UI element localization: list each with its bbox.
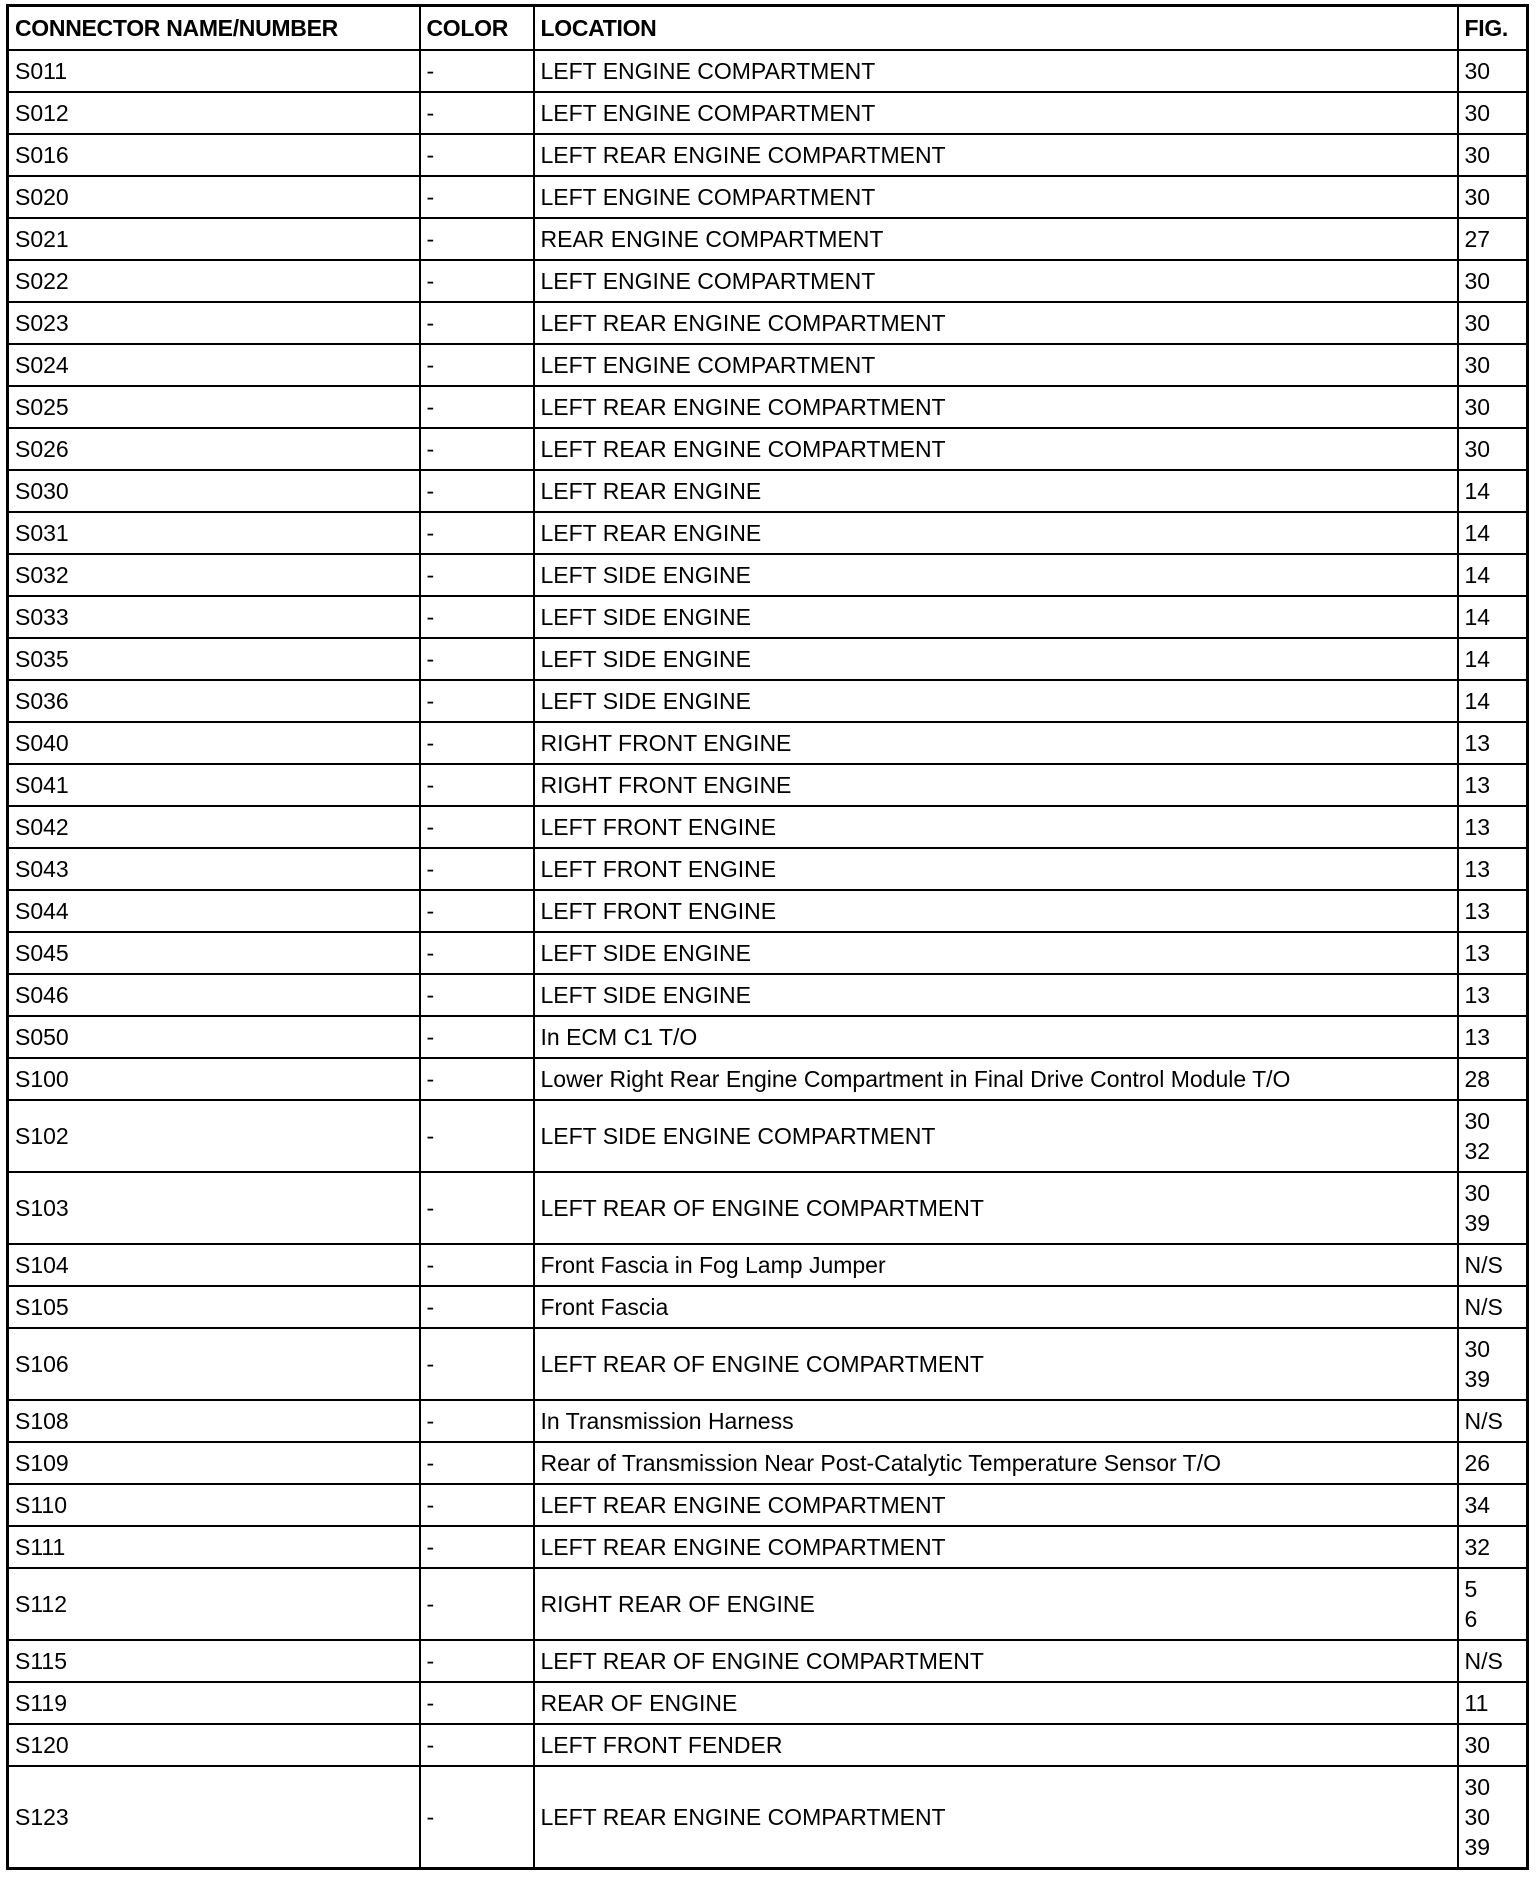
fig-cell [1458,1442,1528,1484]
table-row [8,386,1528,428]
connector-name-cell: S105 [8,1286,420,1328]
fig-cell [1458,1100,1528,1172]
fig-value: 13 [1464,772,1491,798]
location-cell: LEFT SIDE ENGINE [534,932,1458,974]
color-cell: - [420,260,534,302]
fig-cell [1458,134,1528,176]
header-row [8,6,1528,51]
color-cell: - [420,512,534,554]
location-cell: LEFT REAR ENGINE [534,470,1458,512]
fig-cell [1458,1286,1528,1328]
table-row [8,890,1528,932]
table-row [8,176,1528,218]
color-cell: - [420,50,534,92]
connector-name-cell: S036 [8,680,420,722]
color-cell: - [420,1058,534,1100]
fig-cell [1458,554,1528,596]
table-row [8,1328,1528,1400]
color-cell: - [420,302,534,344]
color-cell: - [420,1568,534,1640]
table-row [8,1286,1528,1328]
color-cell: - [420,764,534,806]
fig-value: 13 [1464,1024,1491,1050]
fig-cell [1458,1058,1528,1100]
fig-cell [1458,1568,1528,1640]
table-row [8,1568,1528,1640]
fig-value: 32 [1464,1534,1491,1560]
table-row [8,1016,1528,1058]
fig-value: 30 [1464,268,1491,294]
color-cell: - [420,596,534,638]
location-cell: Lower Right Rear Engine Compartment in Final Drive Control Module T/O [534,1058,1458,1100]
connector-name-cell: S110 [8,1484,420,1526]
color-cell: - [420,1484,534,1526]
table-row [8,50,1528,92]
fig-cell [1458,1724,1528,1766]
connector-name-cell: S115 [8,1640,420,1682]
connector-name-cell: S031 [8,512,420,554]
fig-value: 13 [1464,856,1491,882]
color-cell: - [420,1766,534,1869]
fig-value: 13 [1464,898,1491,924]
fig-value: 30 [1464,142,1491,168]
location-cell: LEFT ENGINE COMPARTMENT [534,176,1458,218]
location-cell: LEFT REAR ENGINE COMPARTMENT [534,428,1458,470]
fig-cell [1458,722,1528,764]
location-cell: LEFT FRONT ENGINE [534,806,1458,848]
location-cell: Rear of Transmission Near Post-Catalytic Temperature Sensor T/O [534,1442,1458,1484]
fig-cell [1458,218,1528,260]
fig-cell [1458,1682,1528,1724]
location-cell: LEFT SIDE ENGINE [534,554,1458,596]
fig-cell [1458,932,1528,974]
fig-cell [1458,470,1528,512]
fig-value: 34 [1464,1492,1491,1518]
fig-value: 14 [1464,520,1491,546]
color-cell: - [420,92,534,134]
color-cell: - [420,680,534,722]
fig-value: 30 [1464,1804,1491,1830]
table-row [8,428,1528,470]
table-row [8,260,1528,302]
connector-name-cell: S021 [8,218,420,260]
connector-name-cell: S106 [8,1328,420,1400]
connector-name-cell: S026 [8,428,420,470]
connector-name-cell: S112 [8,1568,420,1640]
connector-name-cell: S045 [8,932,420,974]
table-row [8,1766,1528,1869]
fig-value: 5 [1464,1576,1478,1602]
table-row [8,302,1528,344]
color-cell: - [420,1640,534,1682]
connector-name-cell: S123 [8,1766,420,1869]
location-cell: RIGHT REAR OF ENGINE [534,1568,1458,1640]
header-fig: FIG. [1458,6,1528,51]
color-cell: - [420,1172,534,1244]
connector-table-document [6,4,1526,1870]
color-cell: - [420,974,534,1016]
color-cell: - [420,1100,534,1172]
connector-name-cell: S102 [8,1100,420,1172]
color-cell: - [420,848,534,890]
location-cell: Front Fascia [534,1286,1458,1328]
location-cell: LEFT ENGINE COMPARTMENT [534,344,1458,386]
fig-cell [1458,1016,1528,1058]
fig-value: 30 [1464,1732,1491,1758]
fig-cell [1458,344,1528,386]
fig-value: 28 [1464,1066,1491,1092]
fig-cell [1458,512,1528,554]
location-cell: REAR OF ENGINE [534,1682,1458,1724]
fig-cell [1458,428,1528,470]
location-cell: LEFT REAR ENGINE COMPARTMENT [534,302,1458,344]
fig-cell [1458,890,1528,932]
location-cell: Front Fascia in Fog Lamp Jumper [534,1244,1458,1286]
fig-value: 14 [1464,478,1491,504]
fig-value: 13 [1464,982,1491,1008]
fig-cell [1458,638,1528,680]
color-cell: - [420,176,534,218]
color-cell: - [420,1682,534,1724]
connector-name-cell: S044 [8,890,420,932]
fig-value: 13 [1464,940,1491,966]
header-connector-name: CONNECTOR NAME/NUMBER [8,6,420,51]
location-cell: LEFT FRONT ENGINE [534,890,1458,932]
fig-cell [1458,302,1528,344]
location-cell: LEFT SIDE ENGINE [534,596,1458,638]
table-row [8,638,1528,680]
fig-value: 30 [1464,1336,1491,1362]
fig-cell [1458,176,1528,218]
connector-table [6,4,1529,1870]
fig-cell [1458,1244,1528,1286]
connector-name-cell: S103 [8,1172,420,1244]
table-row [8,1400,1528,1442]
connector-name-cell: S041 [8,764,420,806]
fig-value: 13 [1464,730,1491,756]
table-row [8,680,1528,722]
color-cell: - [420,932,534,974]
fig-value: 30 [1464,394,1491,420]
fig-value: 14 [1464,604,1491,630]
fig-value: 13 [1464,814,1491,840]
table-row [8,554,1528,596]
table-row [8,974,1528,1016]
fig-value: N/S [1464,1252,1503,1278]
table-row [8,848,1528,890]
fig-cell [1458,1766,1528,1869]
table-row [8,1682,1528,1724]
table-row [8,1640,1528,1682]
table-row [8,806,1528,848]
connector-name-cell: S042 [8,806,420,848]
fig-cell [1458,260,1528,302]
fig-value: 14 [1464,646,1491,672]
table-row [8,1244,1528,1286]
table-row [8,134,1528,176]
fig-value: 30 [1464,310,1491,336]
fig-cell [1458,974,1528,1016]
color-cell: - [420,890,534,932]
header-location: LOCATION [534,6,1458,51]
fig-value: 39 [1464,1210,1491,1236]
location-cell: LEFT REAR ENGINE [534,512,1458,554]
location-cell: LEFT SIDE ENGINE [534,638,1458,680]
fig-value: 30 [1464,100,1491,126]
color-cell: - [420,1016,534,1058]
fig-cell [1458,92,1528,134]
fig-value: 30 [1464,436,1491,462]
connector-name-cell: S032 [8,554,420,596]
table-row [8,344,1528,386]
location-cell: LEFT REAR OF ENGINE COMPARTMENT [534,1640,1458,1682]
fig-cell [1458,1526,1528,1568]
location-cell: LEFT ENGINE COMPARTMENT [534,92,1458,134]
fig-value: 30 [1464,1774,1491,1800]
table-row [8,932,1528,974]
connector-name-cell: S040 [8,722,420,764]
connector-name-cell: S025 [8,386,420,428]
table-row [8,1526,1528,1568]
fig-value: 30 [1464,184,1491,210]
connector-name-cell: S016 [8,134,420,176]
connector-name-cell: S100 [8,1058,420,1100]
location-cell: LEFT REAR ENGINE COMPARTMENT [534,386,1458,428]
location-cell: In ECM C1 T/O [534,1016,1458,1058]
color-cell: - [420,1526,534,1568]
fig-cell [1458,764,1528,806]
connector-name-cell: S104 [8,1244,420,1286]
location-cell: LEFT REAR ENGINE COMPARTMENT [534,1526,1458,1568]
location-cell: LEFT ENGINE COMPARTMENT [534,50,1458,92]
fig-cell [1458,596,1528,638]
connector-name-cell: S012 [8,92,420,134]
color-cell: - [420,806,534,848]
fig-value: 14 [1464,688,1491,714]
table-row [8,1100,1528,1172]
table-row [8,1442,1528,1484]
fig-value: 39 [1464,1366,1491,1392]
color-cell: - [420,554,534,596]
connector-name-cell: S111 [8,1526,420,1568]
color-cell: - [420,428,534,470]
color-cell: - [420,470,534,512]
location-cell: LEFT SIDE ENGINE [534,974,1458,1016]
fig-cell [1458,1640,1528,1682]
connector-name-cell: S046 [8,974,420,1016]
fig-value: 30 [1464,58,1491,84]
connector-name-cell: S120 [8,1724,420,1766]
color-cell: - [420,1286,534,1328]
fig-value: 30 [1464,352,1491,378]
table-row [8,92,1528,134]
color-cell: - [420,386,534,428]
location-cell: LEFT REAR ENGINE COMPARTMENT [534,134,1458,176]
table-row [8,1172,1528,1244]
fig-value: 39 [1464,1834,1491,1860]
connector-name-cell: S011 [8,50,420,92]
connector-name-cell: S108 [8,1400,420,1442]
fig-value: 11 [1464,1690,1489,1716]
connector-name-cell: S035 [8,638,420,680]
fig-cell [1458,386,1528,428]
location-cell: LEFT REAR ENGINE COMPARTMENT [534,1484,1458,1526]
connector-name-cell: S043 [8,848,420,890]
fig-value: 26 [1464,1450,1491,1476]
fig-value: 6 [1464,1606,1478,1632]
fig-cell [1458,50,1528,92]
location-cell: REAR ENGINE COMPARTMENT [534,218,1458,260]
color-cell: - [420,722,534,764]
fig-value: 14 [1464,562,1491,588]
color-cell: - [420,1244,534,1286]
fig-value: N/S [1464,1648,1503,1674]
fig-cell [1458,1172,1528,1244]
table-row [8,470,1528,512]
color-cell: - [420,134,534,176]
table-row [8,512,1528,554]
location-cell: LEFT REAR OF ENGINE COMPARTMENT [534,1328,1458,1400]
location-cell: LEFT REAR ENGINE COMPARTMENT [534,1766,1458,1869]
fig-value: N/S [1464,1408,1503,1434]
location-cell: LEFT SIDE ENGINE COMPARTMENT [534,1100,1458,1172]
connector-name-cell: S020 [8,176,420,218]
location-cell: LEFT REAR OF ENGINE COMPARTMENT [534,1172,1458,1244]
connector-name-cell: S033 [8,596,420,638]
fig-value: 30 [1464,1180,1491,1206]
connector-name-cell: S119 [8,1682,420,1724]
connector-name-cell: S050 [8,1016,420,1058]
table-row [8,596,1528,638]
fig-value: 27 [1464,226,1491,252]
fig-cell [1458,848,1528,890]
table-body [8,50,1528,1869]
location-cell: RIGHT FRONT ENGINE [534,722,1458,764]
table-row [8,1724,1528,1766]
color-cell: - [420,1400,534,1442]
fig-cell [1458,806,1528,848]
fig-cell [1458,1328,1528,1400]
connector-name-cell: S030 [8,470,420,512]
location-cell: RIGHT FRONT ENGINE [534,764,1458,806]
fig-cell [1458,680,1528,722]
connector-name-cell: S022 [8,260,420,302]
color-cell: - [420,344,534,386]
header-color: COLOR [420,6,534,51]
color-cell: - [420,638,534,680]
location-cell: LEFT FRONT ENGINE [534,848,1458,890]
color-cell: - [420,1442,534,1484]
color-cell: - [420,1328,534,1400]
location-cell: LEFT ENGINE COMPARTMENT [534,260,1458,302]
table-row [8,1058,1528,1100]
fig-value: 32 [1464,1138,1491,1164]
color-cell: - [420,1724,534,1766]
connector-name-cell: S024 [8,344,420,386]
fig-cell [1458,1484,1528,1526]
table-row [8,218,1528,260]
table-row [8,1484,1528,1526]
fig-value: 30 [1464,1108,1491,1134]
fig-value: N/S [1464,1294,1503,1320]
connector-name-cell: S023 [8,302,420,344]
location-cell: LEFT FRONT FENDER [534,1724,1458,1766]
table-row [8,722,1528,764]
location-cell: In Transmission Harness [534,1400,1458,1442]
table-row [8,764,1528,806]
fig-cell [1458,1400,1528,1442]
connector-name-cell: S109 [8,1442,420,1484]
color-cell: - [420,218,534,260]
location-cell: LEFT SIDE ENGINE [534,680,1458,722]
